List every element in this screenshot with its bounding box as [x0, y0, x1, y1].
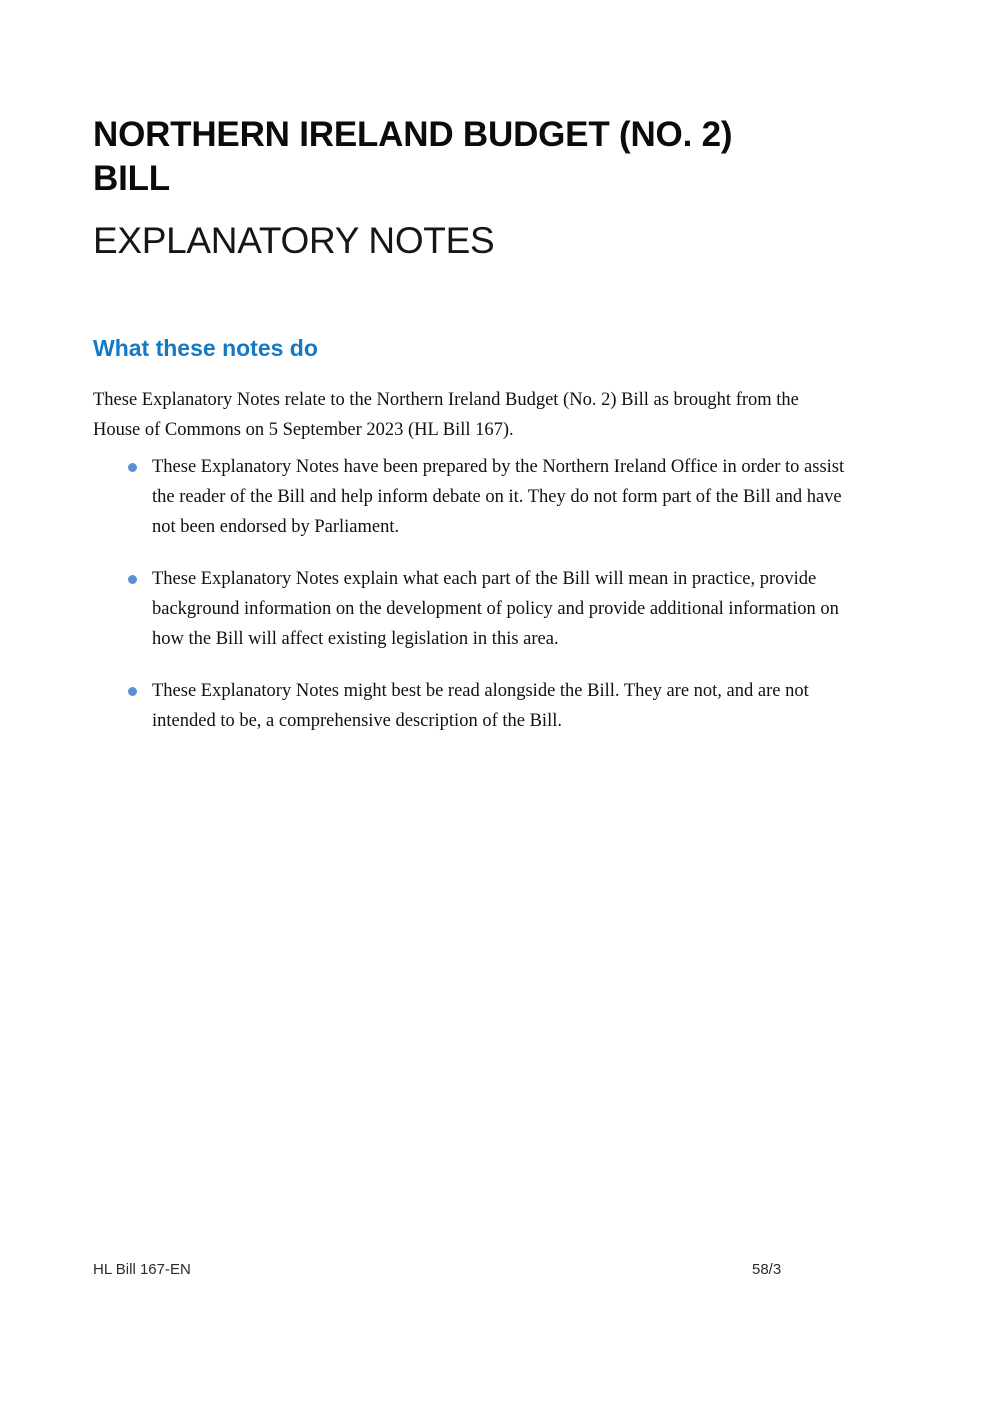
- bullet-point-icon: [128, 575, 137, 584]
- list-item: [93, 564, 853, 654]
- bullet-point-icon: [128, 463, 137, 472]
- list-item-text: These Explanatory Notes explain what each part of the Bill will mean in practice, provide background information on the development of policy and provide additional information on how the Bill will affect existing legislation in this area.: [152, 569, 839, 649]
- bullet-point-icon: [128, 687, 137, 696]
- list-item-text: These Explanatory Notes might best be read alongside the Bill. They are not, and are not intended to be, a comprehensive description of the Bill.: [152, 681, 809, 731]
- document-subtitle: EXPLANATORY NOTES: [93, 220, 495, 261]
- footer-page-number: 58/3: [752, 1261, 782, 1278]
- list-item: [93, 676, 853, 736]
- page-footer: [93, 1258, 853, 1282]
- intro-paragraph: These Explanatory Notes relate to the Northern Ireland Budget (No. 2) Bill as brought from the House of Commons on 5 September 2023 (HL Bill 167).: [93, 390, 799, 440]
- footer-bill-reference: HL Bill 167-EN: [93, 1261, 191, 1278]
- list-item-text: These Explanatory Notes have been prepared by the Northern Ireland Office in order to assist the reader of the Bill and help inform debate on it. They do not form part of the Bill and have not been endorsed by Parliament.: [152, 457, 845, 537]
- list-item: [93, 452, 853, 542]
- section-heading-what-these-notes-do: What these notes do: [93, 335, 318, 361]
- page-title: NORTHERN IRELAND BUDGET (NO. 2) BILL: [93, 115, 733, 198]
- notes-bullet-list: [93, 452, 853, 736]
